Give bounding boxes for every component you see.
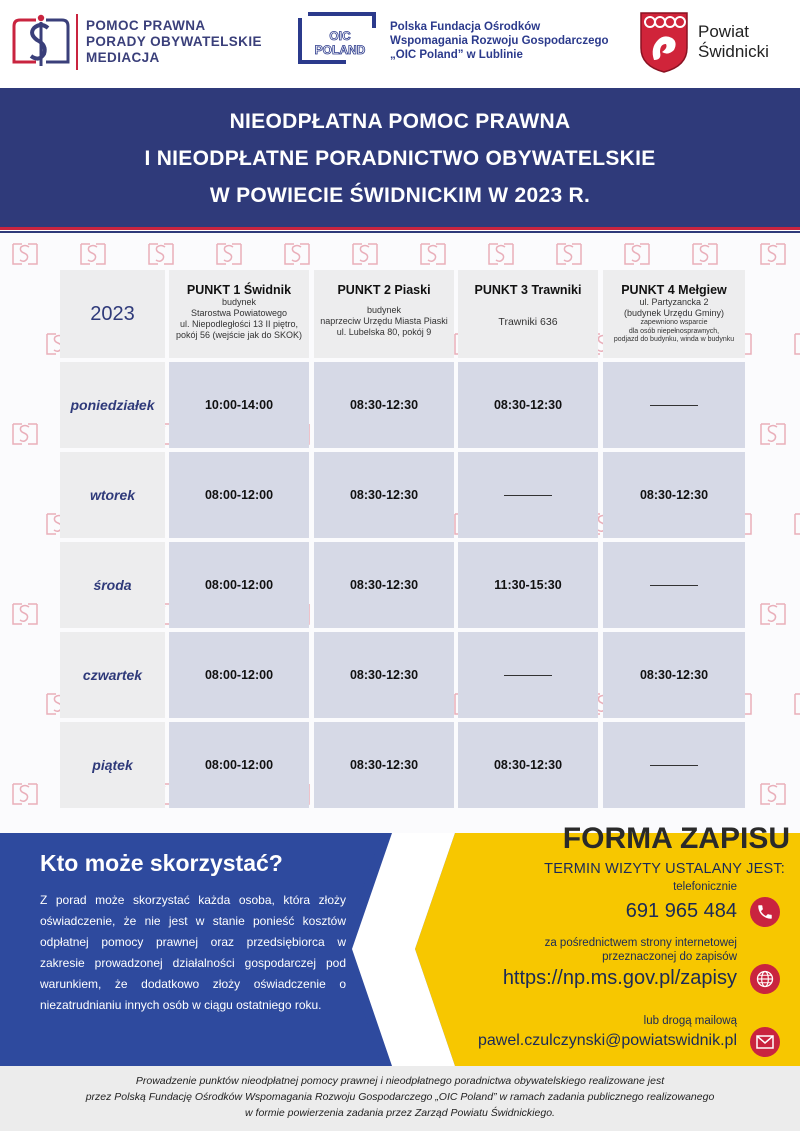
year-label: 2023: [90, 302, 135, 325]
point-1-line-3: ul. Niepodległości 13 II piętro,: [179, 319, 299, 329]
hours-value: 08:30-12:30: [349, 488, 419, 502]
hours-value: 08:30-12:30: [349, 668, 419, 682]
hours-cell: [603, 542, 745, 628]
legal-aid-logo: [10, 12, 262, 72]
schedule-table: [60, 270, 745, 812]
oic-mark-text-1: OIC: [329, 29, 351, 43]
day-label-cell: [60, 632, 165, 718]
day-label: czwartek: [82, 667, 143, 683]
county-logo: [638, 10, 769, 74]
hours-cell: [603, 632, 745, 718]
watermark-icon: [792, 508, 800, 538]
title-band: [0, 88, 800, 228]
day-label: piątek: [92, 757, 133, 773]
hours-value: 08:00-12:00: [204, 758, 274, 772]
hours-cell: [169, 542, 309, 628]
hours-value: 08:00-12:00: [204, 578, 274, 592]
mail-icon: [750, 1027, 780, 1057]
hours-cell: [458, 632, 598, 718]
oic-poland-mark-icon: [294, 10, 380, 72]
point-4-header: [603, 270, 745, 358]
who-body: Z porad może skorzystać każda osoba, która złoży oświadczenie, że nie jest w stanie ponieść kosztów odpłatnej pomocy prawnej oraz przedsiębiorca w zakresie prowadzonej działalności gospodarczej pod warunkiem, że dodatkowo złoży oświadczenie o niezatrudnianiu innych osób w ciągu ostatniego roku.: [40, 893, 346, 1012]
hours-cell: [169, 632, 309, 718]
hours-value: 08:30-12:30: [639, 488, 709, 502]
web-label-1: za pośrednictwem strony internetowej: [544, 937, 737, 949]
watermark-icon: [792, 328, 800, 358]
point-4-note-3: podjazd do budynku, winda w budynku: [613, 336, 735, 343]
hours-cell: [169, 362, 309, 448]
point-4-line-2: (budynek Urzędu Gminy): [623, 308, 725, 318]
title-line-1: NIEODPŁATNA POMOC PRAWNA: [229, 110, 571, 133]
day-label-cell: [60, 722, 165, 808]
watermark-icon: [758, 238, 788, 268]
day-label: środa: [93, 577, 132, 593]
watermark-icon: [486, 238, 516, 268]
watermark-icon: [78, 238, 108, 268]
watermark-icon: [758, 598, 788, 628]
hours-cell: [458, 722, 598, 808]
title-line-2: I NIEODPŁATNE PORADNICTWO OBYWATELSKIE: [144, 147, 656, 170]
foundation-line-2: Wspomagania Rozwoju Gospodarczego: [390, 35, 609, 47]
point-1-line-4: pokój 56 (wejście jak do SKOK): [175, 330, 303, 340]
watermark-icon: [146, 238, 176, 268]
signup-heading: FORMA ZAPISU: [562, 822, 790, 855]
day-label-cell: [60, 362, 165, 448]
web-label-2: przeznaczonej do zapisów: [602, 951, 737, 963]
point-1-header: [169, 270, 309, 358]
hours-value: 08:30-12:30: [349, 398, 419, 412]
hours-cell: [169, 452, 309, 538]
point-4-note-2: dla osób niepełnosprawnych,: [628, 327, 720, 335]
logo-line-1: POMOC PRAWNA: [86, 18, 206, 33]
hours-cell: [458, 452, 598, 538]
foundation-line-3: „OIC Poland” w Lublinie: [390, 49, 523, 61]
logo-line-3: MEDIACJA: [86, 50, 160, 65]
footer: [0, 1066, 800, 1131]
watermark-icon: [10, 778, 40, 808]
web-link[interactable]: https://np.ms.gov.pl/zapisy: [502, 967, 737, 989]
year-cell: [60, 270, 165, 358]
watermark-icon: [418, 238, 448, 268]
point-1-line-1: budynek: [221, 297, 257, 307]
hours-cell: [169, 722, 309, 808]
hours-cell: [603, 362, 745, 448]
day-label-cell: [60, 542, 165, 628]
foundation-line-1: Polska Fundacja Ośrodków: [390, 21, 541, 33]
mail-address[interactable]: pawel.czulczynski@powiatswidnik.pl: [477, 1032, 737, 1049]
phone-label: telefonicznie: [673, 881, 737, 893]
no-hours-dash: [650, 765, 698, 766]
logo-bar: [0, 0, 800, 88]
hours-cell: [458, 542, 598, 628]
point-1-name: PUNKT 1 Świdnik: [186, 283, 292, 297]
watermark-icon: [214, 238, 244, 268]
no-hours-dash: [650, 405, 698, 406]
who-heading: Kto może skorzystać?: [40, 850, 283, 876]
oic-poland-logo: [294, 10, 609, 72]
logo-line-2: PORADY OBYWATELSKIE: [86, 34, 262, 49]
point-2-line-1: budynek: [366, 305, 402, 315]
mail-label: lub drogą mailową: [643, 1015, 737, 1027]
phone-icon: [750, 897, 780, 927]
hours-value: 08:30-12:30: [349, 758, 419, 772]
footer-line-1: Prowadzenie punktów nieodpłatnej pomocy prawnej i nieodpłatnego poradnictwa obywatelskiego realizowane jest: [135, 1075, 665, 1087]
hours-value: 11:30-15:30: [494, 578, 562, 592]
watermark-icon: [758, 418, 788, 448]
hours-value: 08:30-12:30: [639, 668, 709, 682]
hours-cell: [458, 362, 598, 448]
point-4-name: PUNKT 4 Mełgiew: [621, 283, 727, 297]
county-line-1: Powiat: [698, 22, 750, 41]
oic-mark-text-2: POLAND: [314, 43, 366, 57]
county-coat-of-arms-icon: [638, 10, 690, 74]
hours-cell: [603, 452, 745, 538]
point-3-header: [458, 270, 598, 358]
day-label: wtorek: [89, 487, 136, 503]
point-2-name: PUNKT 2 Piaski: [337, 283, 431, 297]
watermark-icon: [10, 418, 40, 448]
watermark-icon: [690, 238, 720, 268]
no-hours-dash: [504, 495, 552, 496]
hours-cell: [314, 542, 454, 628]
watermark-icon: [10, 598, 40, 628]
title-stripe-red: [0, 227, 800, 230]
logo-divider: [76, 14, 78, 70]
globe-icon: [750, 964, 780, 994]
point-4-note-1: zapewniono wsparcie: [640, 319, 708, 326]
hours-cell: [314, 362, 454, 448]
phone-number[interactable]: 691 965 484: [625, 900, 737, 922]
hours-value: 08:00-12:00: [204, 488, 274, 502]
no-hours-dash: [504, 675, 552, 676]
point-1-line-2: Starostwa Powiatowego: [190, 308, 288, 318]
hours-value: 10:00-14:00: [204, 398, 274, 412]
footer-line-3: w formie powierzenia zadania przez Zarząd Powiatu Świdnickiego.: [245, 1107, 555, 1119]
footer-line-2: przez Polską Fundację Ośrodków Wspomagania Rozwoju Gospodarczego „OIC Poland” w ramach zadania publicznego realizowanego: [85, 1091, 715, 1103]
point-4-line-1: ul. Partyzancka 2: [639, 297, 709, 307]
hours-cell: [603, 722, 745, 808]
legal-aid-mark-icon: [10, 12, 72, 72]
hours-cell: [314, 632, 454, 718]
point-2-header: [314, 270, 454, 358]
hours-cell: [314, 452, 454, 538]
point-3-name: PUNKT 3 Trawniki: [474, 283, 582, 297]
hours-cell: [314, 722, 454, 808]
hours-value: 08:30-12:30: [493, 758, 563, 772]
point-3-line-1: Trawniki 636: [498, 316, 558, 328]
day-label-cell: [60, 452, 165, 538]
hours-value: 08:30-12:30: [349, 578, 419, 592]
point-2-line-3: ul. Lubelska 80, pokój 9: [336, 327, 432, 337]
watermark-icon: [792, 688, 800, 718]
watermark-icon: [758, 778, 788, 808]
hours-value: 08:00-12:00: [204, 668, 274, 682]
watermark-icon: [282, 238, 312, 268]
watermark-icon: [622, 238, 652, 268]
county-line-2: Świdnicki: [698, 42, 769, 61]
title-line-3: W POWIECIE ŚWIDNICKIM W 2023 R.: [209, 184, 591, 207]
point-2-line-2: naprzeciw Urzędu Miasta Piaski: [320, 316, 448, 326]
watermark-icon: [10, 238, 40, 268]
watermark-icon: [350, 238, 380, 268]
watermark-icon: [554, 238, 584, 268]
day-label: poniedziałek: [70, 397, 155, 413]
hours-value: 08:30-12:30: [493, 398, 563, 412]
signup-subheading: TERMIN WIZYTY USTALANY JEST:: [544, 861, 785, 877]
no-hours-dash: [650, 585, 698, 586]
